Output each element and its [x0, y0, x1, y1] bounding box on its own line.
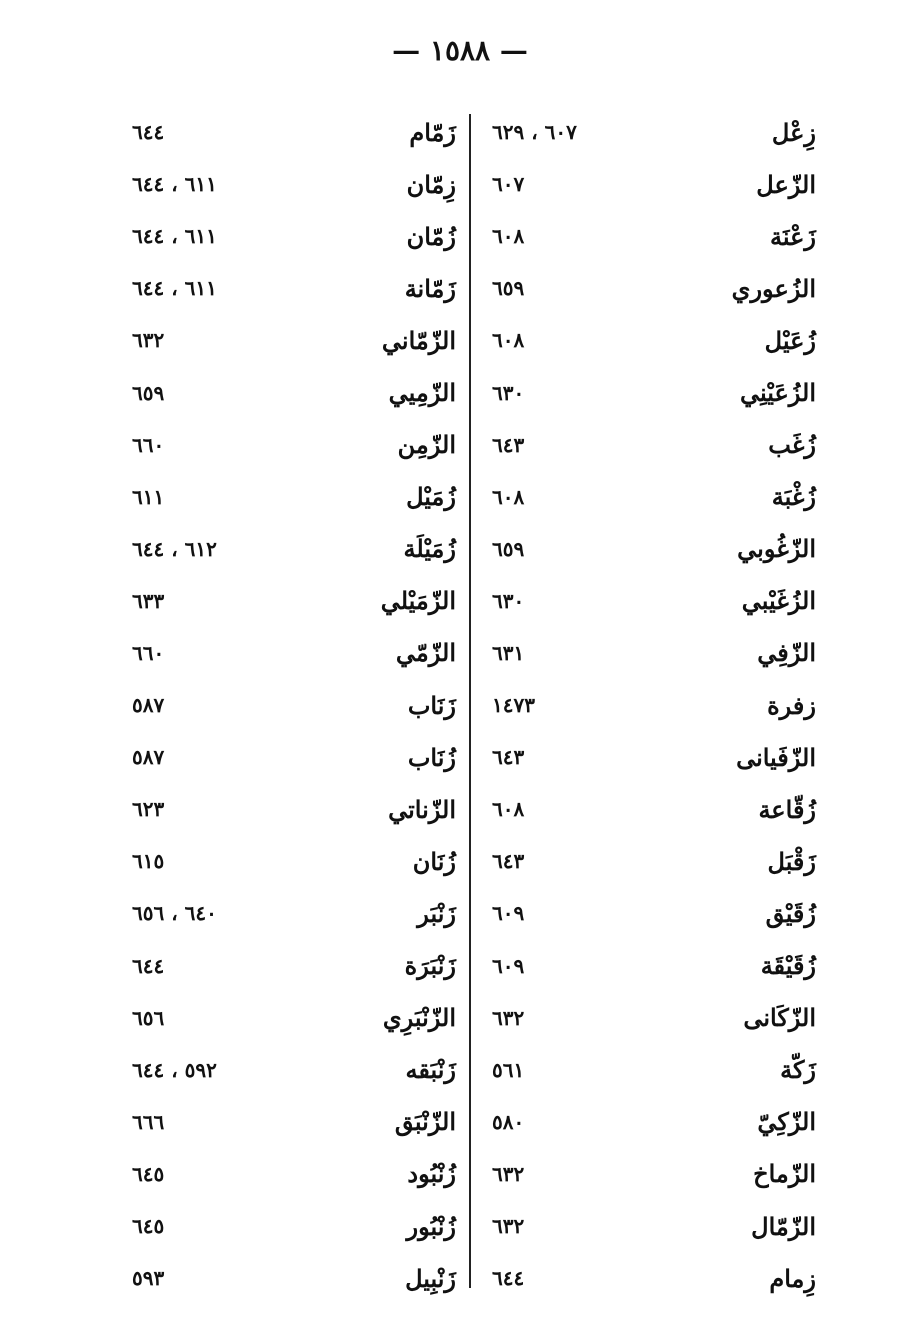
index-entry [126, 106, 466, 158]
index-entry [486, 1200, 826, 1252]
entry-pages: ٦٠٨ [492, 224, 525, 249]
index-entry [126, 1096, 466, 1148]
entry-word: زَكّة [780, 1055, 816, 1085]
index-entry [486, 471, 826, 523]
entry-pages: ٦٠٧ [492, 172, 525, 197]
entry-pages: ٥٨٧ [132, 693, 165, 718]
index-entry [486, 731, 826, 783]
entry-pages: ٦٤٥ [132, 1161, 165, 1186]
entry-pages: ٦٠٩ [492, 953, 525, 978]
entry-word: زِعْل [771, 117, 816, 147]
entry-word: زُقَيْق [765, 898, 816, 928]
entry-pages: ١٤٧٣ [492, 693, 535, 718]
index-entry [486, 835, 826, 887]
entry-word: زُمَيْل [406, 482, 456, 512]
entry-word: زَنْبَر [417, 898, 456, 928]
index-entry [486, 1148, 826, 1200]
entry-pages: ٦٣٢ [132, 328, 165, 353]
entry-word: زَقْبَل [767, 846, 816, 876]
index-entry [486, 1096, 826, 1148]
page-number: — ١٥٨٨ — [392, 34, 528, 67]
index-entry [486, 783, 826, 835]
entry-pages: ٦٤٥ [132, 1214, 165, 1239]
entry-word: الزّنْبَرِي [382, 1003, 456, 1033]
entry-word: زُمَيْلَة [403, 534, 456, 564]
entry-word: زَنْبَرَة [404, 951, 456, 981]
entry-pages: ٦٣٠ [492, 588, 525, 613]
entry-word: الزّنْبَق [394, 1107, 456, 1137]
entry-word: زَنَاب [407, 690, 456, 720]
index-entry [126, 366, 466, 418]
entry-word: زُنْبُود [407, 1159, 456, 1189]
entry-pages: ٦٠٨ [492, 484, 525, 509]
entry-word: الزّمِيي [388, 378, 456, 408]
entry-word: الزّمّي [395, 638, 456, 668]
entry-word: زَنْبَقه [405, 1055, 456, 1085]
entry-pages: ٦٢٣ [132, 797, 165, 822]
entry-word: زفرة [767, 690, 816, 720]
entry-word: زَنْبِيل [405, 1263, 456, 1293]
right-column [486, 106, 826, 1304]
entry-word: زُمّان [406, 221, 456, 251]
index-entry [486, 262, 826, 314]
entry-word: الزّكِيّ [757, 1107, 816, 1137]
index-entry [126, 679, 466, 731]
entry-word: الزُغَيْبي [741, 586, 816, 616]
entry-pages: ٦٦٦ [132, 1109, 165, 1134]
index-entry [126, 731, 466, 783]
entry-pages: ٦٣٣ [132, 588, 165, 613]
index-entry [126, 835, 466, 887]
entry-pages: ٥٩٢ ، ٦٤٤ [132, 1057, 217, 1082]
entry-pages: ٦٤٤ [132, 953, 165, 978]
entry-pages: ٦٦٠ [132, 432, 165, 457]
index-entry [126, 419, 466, 471]
entry-pages: ٦٦٠ [132, 640, 165, 665]
entry-pages: ٦١٥ [132, 849, 165, 874]
index-entry [126, 992, 466, 1044]
entry-pages: ٦٤٣ [492, 849, 525, 874]
entry-word: زَعْنَة [769, 221, 816, 251]
entry-pages: ٥٨٠ [492, 1109, 525, 1134]
index-entry [126, 783, 466, 835]
entry-word: الزُعوري [731, 273, 816, 303]
index-entry [126, 940, 466, 992]
entry-pages: ٦٤٠ ، ٦٥٦ [132, 901, 217, 926]
entry-word: الزّماخ [753, 1159, 816, 1189]
entry-word: زَمّام [409, 117, 456, 147]
entry-pages: ٥٦١ [492, 1057, 525, 1082]
index-entry [126, 1148, 466, 1200]
index-entry [126, 1200, 466, 1252]
entry-word: زُغْبَة [771, 482, 816, 512]
entry-word: زِمام [769, 1263, 816, 1293]
index-entry [126, 887, 466, 939]
index-entry [486, 210, 826, 262]
entry-word: زُنَاب [407, 742, 456, 772]
entry-pages: ٦١١ ، ٦٤٤ [132, 224, 217, 249]
index-entry [486, 940, 826, 992]
index-entry [486, 679, 826, 731]
index-entry [486, 1252, 826, 1304]
index-entry [126, 1044, 466, 1096]
entry-pages: ٦١١ ، ٦٤٤ [132, 276, 217, 301]
entry-word: الزّناتي [388, 794, 456, 824]
index-entry [486, 887, 826, 939]
index-entry [486, 992, 826, 1044]
index-entry [486, 366, 826, 418]
column-divider [469, 114, 471, 1288]
index-entry [126, 523, 466, 575]
entry-pages: ٥٨٧ [132, 745, 165, 770]
index-entry [486, 523, 826, 575]
entry-word: زَمّانة [404, 273, 456, 303]
entry-pages: ٦٣٢ [492, 1161, 525, 1186]
entry-pages: ٦٠٧ ، ٦٢٩ [492, 120, 577, 145]
entry-pages: ٦١١ ، ٦٤٤ [132, 172, 217, 197]
index-entry [126, 158, 466, 210]
index-entry [486, 158, 826, 210]
entry-pages: ٦٥٦ [132, 1005, 165, 1030]
entry-word: الزّمَيْلي [380, 586, 456, 616]
entry-pages: ٦٠٨ [492, 328, 525, 353]
index-entry [486, 314, 826, 366]
entry-pages: ٦٤٣ [492, 432, 525, 457]
entry-pages: ٦١٢ ، ٦٤٤ [132, 536, 217, 561]
entry-pages: ٦٠٩ [492, 901, 525, 926]
index-entry [486, 419, 826, 471]
entry-pages: ٦٤٤ [492, 1266, 525, 1291]
entry-word: الزّكَانى [743, 1003, 816, 1033]
entry-word: زُقَيْقَة [760, 951, 816, 981]
index-entry [126, 262, 466, 314]
entry-word: زِمّان [406, 169, 456, 199]
entry-word: الزّفِي [757, 638, 816, 668]
index-entry [126, 575, 466, 627]
index-entry [126, 1252, 466, 1304]
entry-word: زُنْبُور [406, 1211, 456, 1241]
entry-word: زُعَيْل [764, 325, 816, 355]
index-entry [126, 471, 466, 523]
entry-word: الزُعَيْنِي [739, 378, 816, 408]
index-entry [126, 627, 466, 679]
index-entry [126, 314, 466, 366]
index-entry [486, 1044, 826, 1096]
entry-word: الزّفَيانى [736, 742, 816, 772]
entry-pages: ٦١١ [132, 484, 165, 509]
index-entry [486, 575, 826, 627]
entry-pages: ٦٣١ [492, 640, 525, 665]
index-entry [486, 106, 826, 158]
entry-pages: ٦٣٢ [492, 1214, 525, 1239]
entry-pages: ٦٥٩ [492, 276, 525, 301]
entry-word: زُغَب [768, 430, 816, 460]
entry-pages: ٥٩٣ [132, 1266, 165, 1291]
entry-word: الزّمّال [751, 1211, 816, 1241]
entry-pages: ٦٠٨ [492, 797, 525, 822]
entry-pages: ٦٣٠ [492, 380, 525, 405]
entry-pages: ٦٣٢ [492, 1005, 525, 1030]
entry-word: الزّغُوبي [737, 534, 816, 564]
entry-word: زُنَان [412, 846, 456, 876]
entry-word: الزّمِن [397, 430, 456, 460]
entry-word: الزّمّاني [381, 325, 456, 355]
entry-pages: ٦٤٤ [132, 120, 165, 145]
entry-word: الزّعل [756, 169, 816, 199]
index-entry [486, 627, 826, 679]
left-column [126, 106, 466, 1304]
entry-pages: ٦٤٣ [492, 745, 525, 770]
entry-word: زُقّاعة [758, 794, 816, 824]
index-entry [126, 210, 466, 262]
entry-pages: ٦٥٩ [492, 536, 525, 561]
entry-pages: ٦٥٩ [132, 380, 165, 405]
